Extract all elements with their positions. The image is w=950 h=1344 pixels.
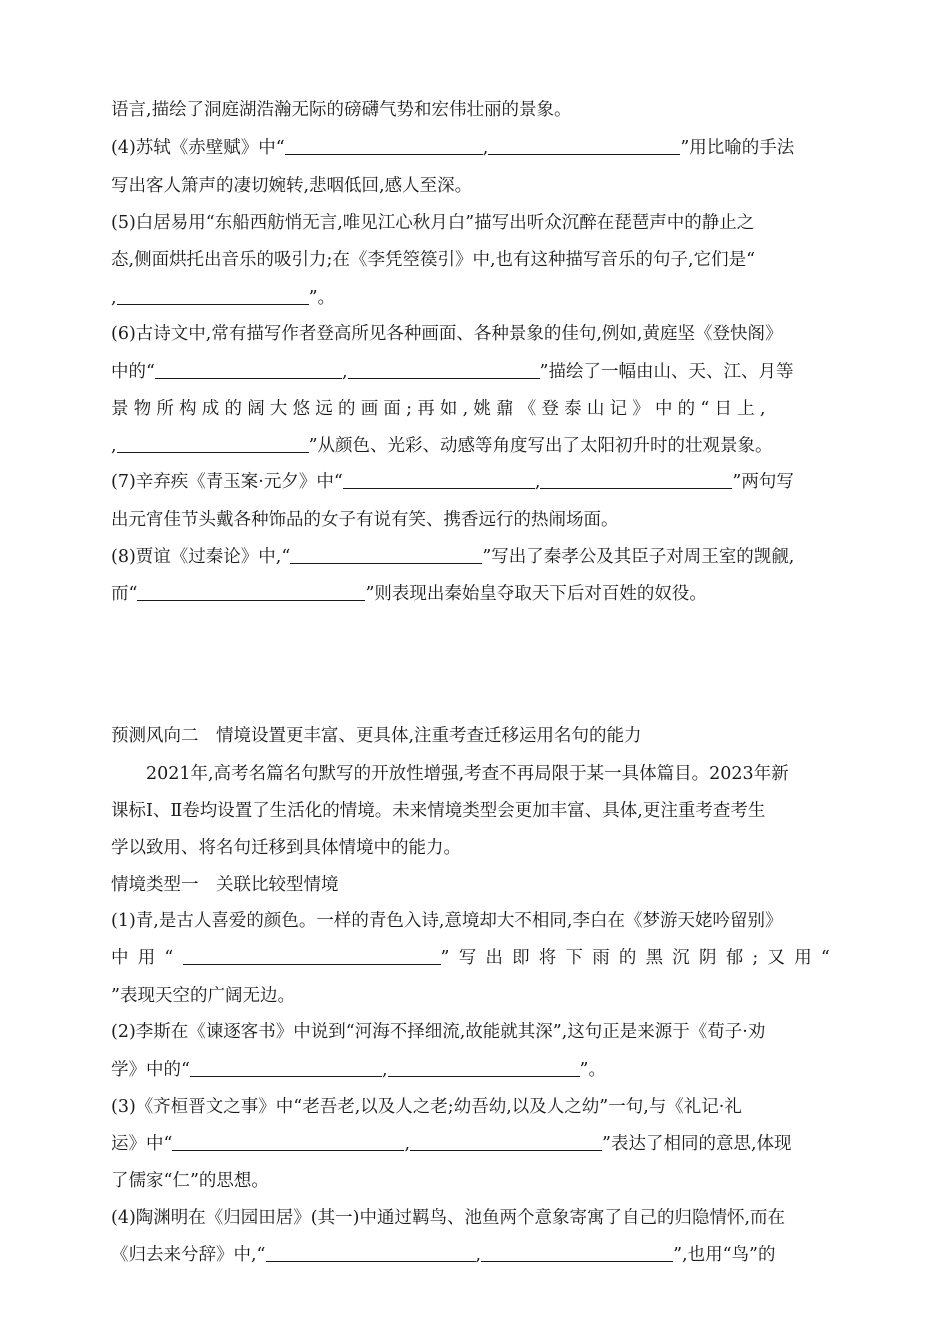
- fill-blank[interactable]: [117, 451, 309, 453]
- paragraph-line: [111, 799, 842, 823]
- text: 情境类型一 关联比较型情境: [111, 875, 339, 895]
- text: (1)青,是古人喜爱的颜色。一样的青色入诗,意境却大不相同,李白在《梦游天姥吟留别》: [111, 911, 783, 931]
- fill-blank[interactable]: [117, 303, 309, 305]
- text: 写出客人箫声的凄切婉转,悲咽低回,感人至深。: [111, 176, 473, 196]
- text: (6)古诗文中,常有描写作者登高所见各种画面、各种景象的佳句,例如,黄庭坚《登快阁》: [111, 324, 783, 344]
- text: ”。: [579, 1060, 606, 1080]
- text: (8)贾谊《过秦论》中,“: [111, 547, 291, 567]
- text: ”两句写: [732, 472, 794, 492]
- text-line: [111, 98, 842, 122]
- text-line: [111, 946, 842, 970]
- text: ,: [111, 288, 117, 308]
- text: 《归去来兮辞》中,“: [111, 1245, 266, 1265]
- question-8: [111, 545, 842, 569]
- text: ,: [475, 1245, 482, 1265]
- text: ,: [341, 362, 348, 382]
- text-line: [111, 582, 842, 606]
- subheading: [111, 873, 842, 897]
- text: 语言,描绘了洞庭湖浩瀚无际的磅礴气势和宏伟壮丽的景象。: [111, 100, 572, 120]
- text-line: [111, 1169, 842, 1193]
- question-7: [111, 470, 842, 494]
- text-line: [111, 397, 842, 421]
- paragraph-line: [146, 762, 842, 786]
- question-1: [111, 909, 842, 933]
- text: 而“: [111, 584, 138, 604]
- text: ”。: [308, 288, 336, 308]
- text: 中的“: [111, 362, 155, 382]
- text-line: [111, 434, 842, 458]
- text: ”用比喻的手法: [680, 138, 795, 158]
- text-line: [111, 1243, 842, 1267]
- text: ”表现天空的广阔无边。: [111, 986, 295, 1006]
- text: ,: [534, 472, 541, 492]
- fill-blank[interactable]: [343, 487, 535, 489]
- text: ”表达了相同的意思,体现: [602, 1134, 792, 1154]
- fill-blank[interactable]: [348, 377, 540, 379]
- text: ”描绘了一幅由山、天、江、月等: [539, 362, 794, 382]
- text-line: [111, 360, 842, 384]
- text: 预测风向二 情境设置更丰富、更具体,注重考查迁移运用名句的能力: [111, 726, 642, 746]
- fill-blank[interactable]: [172, 1149, 404, 1151]
- text-line: [111, 984, 842, 1008]
- text: 课标Ⅰ、Ⅱ卷均设置了生活化的情境。未来情境类型会更加丰富、具体,更注重考查考生: [111, 801, 766, 821]
- text-line: [111, 1058, 842, 1082]
- question-2: [111, 1020, 842, 1044]
- fill-blank[interactable]: [155, 377, 342, 379]
- text: ,: [111, 436, 117, 456]
- fill-blank[interactable]: [183, 963, 441, 965]
- text: ”写出即将下雨的黑沉阴郁;又用“: [440, 948, 840, 968]
- text: ”写出了秦孝公及其臣子对周王室的觊觎,: [482, 547, 795, 567]
- section-heading: [111, 724, 842, 748]
- text: 中用“: [111, 948, 183, 968]
- question-4: [111, 136, 842, 160]
- question-5: [111, 211, 842, 235]
- text: (3)《齐桓晋文之事》中“老吾老,以及人之老;幼吾幼,以及人之幼”一句,与《礼记·礼: [111, 1097, 742, 1117]
- fill-blank[interactable]: [266, 1260, 476, 1262]
- fill-blank[interactable]: [481, 1260, 673, 1262]
- text-line: [111, 248, 842, 272]
- text: (4)陶渊明在《归园田居》(其一)中通过羁鸟、池鱼两个意象寄寓了自己的归隐情怀,而在: [111, 1208, 786, 1228]
- text: 态,侧面烘托出音乐的吸引力;在《李凭箜篌引》中,也有这种描写音乐的句子,它们是“: [111, 250, 756, 270]
- text: (2)李斯在《谏逐客书》中说到“河海不择细流,故能就其深”,这句正是来源于《荀子·劝: [111, 1022, 766, 1042]
- text: ,: [482, 138, 489, 158]
- text: 出元宵佳节头戴各种饰品的女子有说有笑、携香远行的热闹场面。: [111, 510, 619, 530]
- text: 2021年,高考名篇名句默写的开放性增强,考查不再局限于某一具体篇目。2023年新: [146, 764, 789, 784]
- text: ,: [404, 1134, 411, 1154]
- text: (7)辛弃疾《青玉案·元夕》中“: [111, 472, 343, 492]
- paragraph-line: [111, 836, 842, 860]
- fill-blank[interactable]: [290, 562, 482, 564]
- text: (5)白居易用“东船西舫悄无言,唯见江心秋月白”描写出听众沉醉在琵琶声中的静止之: [111, 213, 755, 233]
- text-line: [111, 174, 842, 198]
- text: ”,也用“鸟”的: [673, 1245, 776, 1265]
- text: (4)苏轼《赤壁赋》中“: [111, 138, 285, 158]
- text: 运》中“: [111, 1134, 173, 1154]
- text: 景物所构成的阔大悠远的画面;再如,姚鼐《登泰山记》中的“日上,: [111, 399, 771, 419]
- question-4b: [111, 1206, 842, 1230]
- text: 了儒家“仁”的思想。: [111, 1171, 269, 1191]
- text: 学》中的“: [111, 1060, 190, 1080]
- question-6: [111, 322, 842, 346]
- fill-blank[interactable]: [488, 153, 680, 155]
- text: 学以致用、将名句迁移到具体情境中的能力。: [111, 838, 461, 858]
- text-line: [111, 508, 842, 532]
- fill-blank[interactable]: [540, 487, 732, 489]
- fill-blank[interactable]: [190, 1075, 382, 1077]
- fill-blank[interactable]: [285, 153, 483, 155]
- fill-blank[interactable]: [137, 599, 365, 601]
- fill-blank[interactable]: [410, 1149, 602, 1151]
- text: ”从颜色、光彩、动感等角度写出了太阳初升时的壮观景象。: [308, 436, 773, 456]
- question-3: [111, 1095, 842, 1119]
- text-line: [111, 1132, 842, 1156]
- fill-blank[interactable]: [388, 1075, 580, 1077]
- text: ”则表现出秦始皇夺取天下后对百姓的奴役。: [365, 584, 707, 604]
- text-line: [111, 286, 842, 310]
- text: ,: [381, 1060, 388, 1080]
